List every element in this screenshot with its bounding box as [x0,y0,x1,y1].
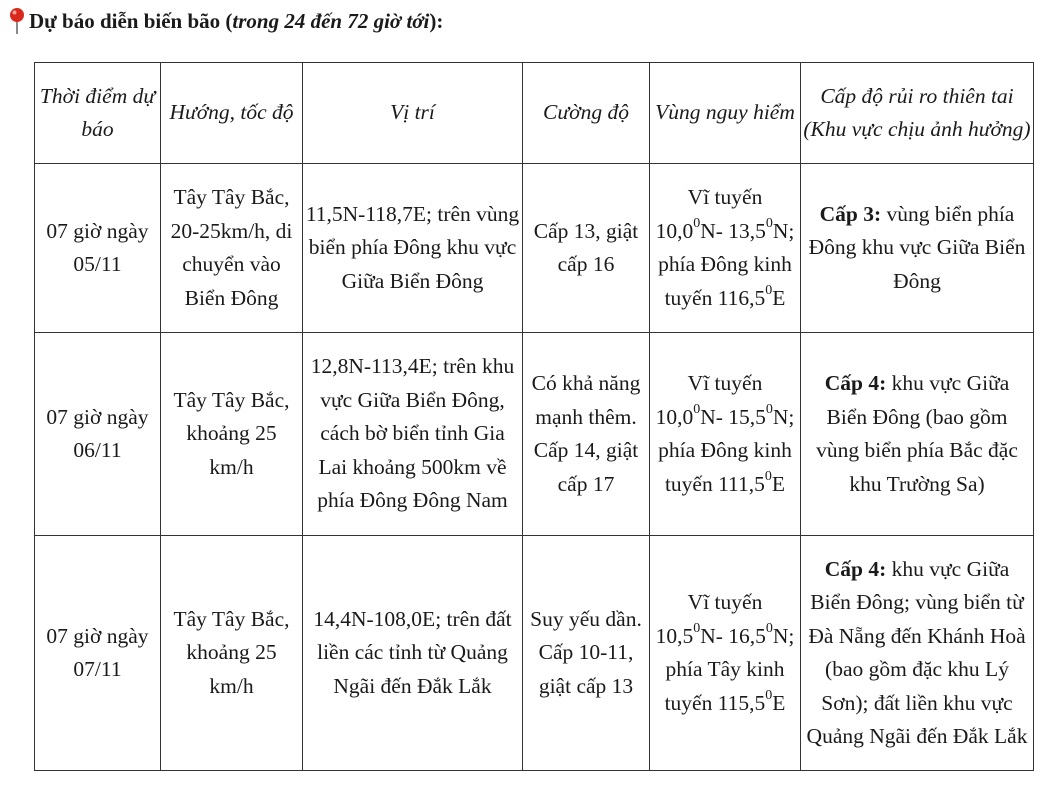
cell-intensity: Cấp 13, giật cấp 16 [523,164,650,333]
cell-time: 07 giờ ngày 07/11 [35,536,161,771]
header-intensity: Cường độ [523,63,650,164]
table-row [35,164,1034,333]
cell-position: 12,8N-113,4E; trên khu vực Giữa Biển Đông, cách bờ biển tỉnh Gia Lai khoảng 500km về phía Đông Đông Nam [303,333,523,536]
header-time: Thời điểm dự báo [35,63,161,164]
risk-area: khu vực Giữa Biển Đông; vùng biển từ Đà Nẵng đến Khánh Hoà (bao gồm đặc khu Lý Sơn); đất liền khu vực Quảng Ngãi đến Đắk Lắk [806,556,1028,748]
section-heading [8,4,443,38]
forecast-table [34,62,1034,771]
heading-suffix: ): [429,8,444,33]
cell-intensity: Có khả năng mạnh thêm. Cấp 14, giật cấp 17 [523,333,650,536]
cell-risk [801,333,1034,536]
header-direction: Hướng, tốc độ [161,63,303,164]
pin-icon [8,7,26,35]
table-header-row [35,63,1034,164]
risk-area: vùng biển phía Đông khu vực Giữa Biển Đông [808,201,1026,293]
cell-danger-zone: Vĩ tuyến 10,5$^0$N- 16,5$^0$N; phía Tây kinh tuyến 115,5$^0$E [650,536,801,771]
cell-intensity: Suy yếu dần. Cấp 10-11, giật cấp 13 [523,536,650,771]
cell-position: 11,5N-118,7E; trên vùng biển phía Đông khu vực Giữa Biển Đông [303,164,523,333]
header-position: Vị trí [303,63,523,164]
heading-prefix: Dự báo diễn biến bão ( [29,8,233,33]
cell-time: 07 giờ ngày 05/11 [35,164,161,333]
cell-danger-zone: Vĩ tuyến 10,0$^0$N- 13,5$^0$N; phía Đông kinh tuyến 116,5$^0$E [650,164,801,333]
cell-time: 07 giờ ngày 06/11 [35,333,161,536]
risk-level: Cấp 3: [819,201,882,226]
cell-risk [801,164,1034,333]
risk-level: Cấp 4: [824,371,887,395]
table-row [35,536,1034,771]
risk-level: Cấp 4: [824,556,887,581]
header-danger-zone: Vùng nguy hiểm [650,63,801,164]
cell-danger-zone: Vĩ tuyến 10,0$^0$N- 15,5$^0$N; phía Đông kinh tuyến 111,5$^0$E [650,333,801,536]
cell-direction: Tây Tây Bắc, khoảng 25 km/h [161,333,303,536]
cell-direction: Tây Tây Bắc, khoảng 25 km/h [161,536,303,771]
cell-risk [801,536,1034,771]
cell-position: 14,4N-108,0E; trên đất liền các tỉnh từ Quảng Ngãi đến Đắk Lắk [303,536,523,771]
cell-direction: Tây Tây Bắc, 20-25km/h, di chuyển vào Biển Đông [161,164,303,333]
heading-italic: trong 24 đến 72 giờ tới [232,8,430,33]
table-row [35,333,1034,536]
risk-area: khu vực Giữa Biển Đông (bao gồm vùng biển phía Bắc đặc khu Trường Sa) [816,371,1018,496]
header-risk-level: Cấp độ rủi ro thiên tai (Khu vực chịu ảnh hưởng) [801,63,1034,164]
